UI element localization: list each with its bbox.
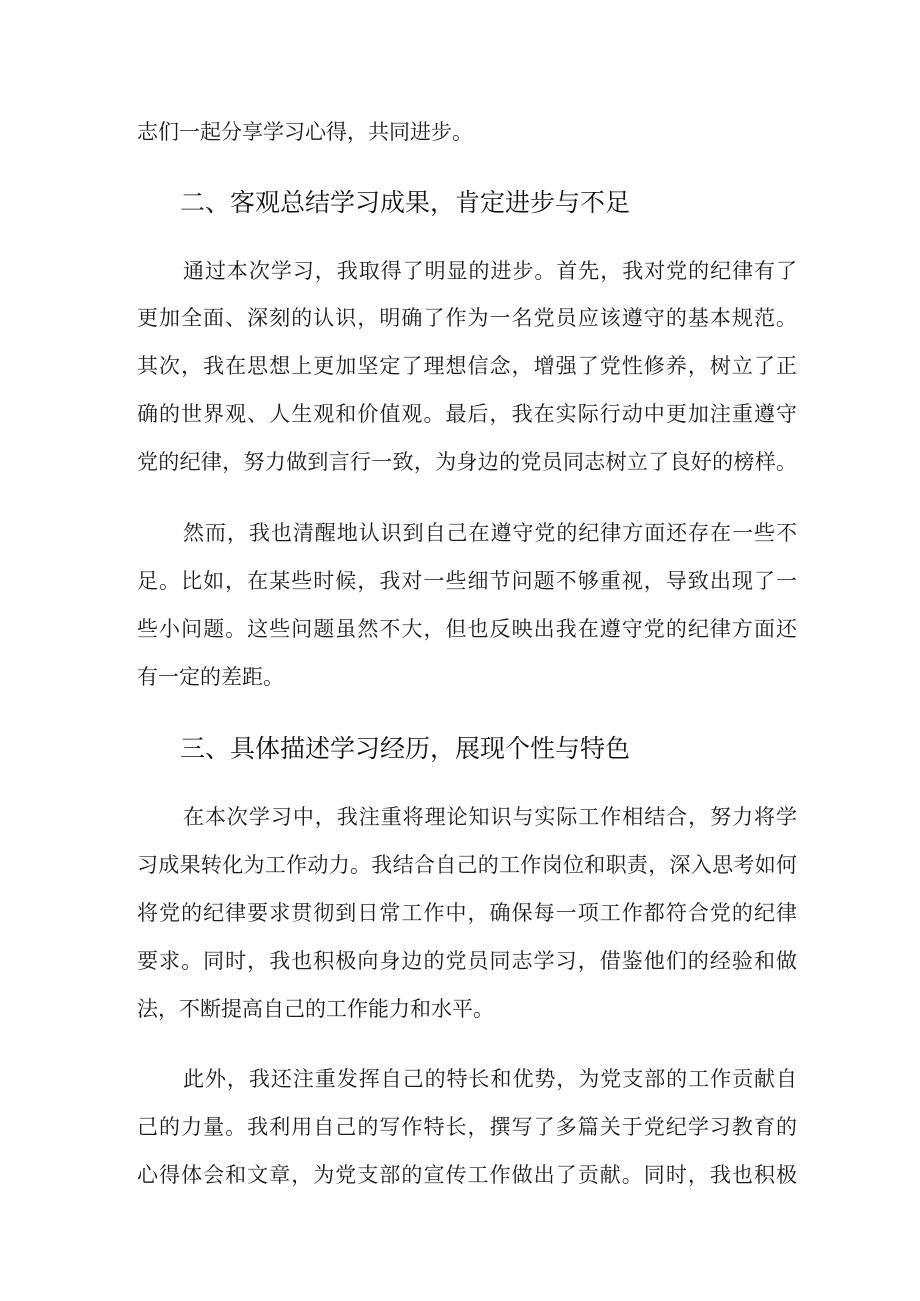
section-heading-3: 三、具体描述学习经历，展现个性与特色 [180, 734, 631, 763]
paragraph-line: 然而，我也清醒地认识到自己在遵守党的纪律方面还存在一些不 [183, 521, 797, 545]
paragraph-line: 心得体会和文章，为党支部的宣传工作做出了贡献。同时，我也积极 [137, 1163, 797, 1187]
paragraph-line: 党的纪律，努力做到言行一致，为身边的党员同志树立了良好的榜样。 [137, 450, 797, 474]
paragraph-line: 有一定的差距。 [137, 665, 284, 689]
paragraph-line: 足。比如，在某些时候，我对一些细节问题不够重视，导致出现了一 [137, 569, 797, 593]
paragraph-line: 在本次学习中，我注重将理论知识与实际工作相结合，努力将学 [183, 805, 797, 829]
paragraph-line: 更加全面、深刻的认识，明确了作为一名党员应该遵守的基本规范。 [137, 306, 797, 330]
paragraph-line: 己的力量。我利用自己的写作特长，撰写了多篇关于党纪学习教育的 [137, 1115, 797, 1139]
paragraph-line: 其次，我在思想上更加坚定了理想信念，增强了党性修养，树立了正 [137, 354, 797, 378]
paragraph-line: 法，不断提高自己的工作能力和水平。 [137, 997, 494, 1021]
paragraph-line: 确的世界观、人生观和价值观。最后，我在实际行动中更加注重遵守 [137, 402, 797, 426]
paragraph-line: 些小问题。这些问题虽然不大，但也反映出我在遵守党的纪律方面还 [137, 617, 797, 641]
section-heading-2: 二、客观总结学习成果，肯定进步与不足 [180, 188, 631, 217]
paragraph-line: 此外，我还注重发挥自己的特长和优势，为党支部的工作贡献自 [183, 1067, 797, 1091]
paragraph-line: 志们一起分享学习心得，共同进步。 [137, 120, 473, 144]
paragraph-line: 将党的纪律要求贯彻到日常工作中，确保每一项工作都符合党的纪律 [137, 901, 797, 925]
paragraph-line: 通过本次学习，我取得了明显的进步。首先，我对党的纪律有了 [183, 259, 797, 283]
paragraph-line: 要求。同时，我也积极向身边的党员同志学习，借鉴他们的经验和做 [137, 949, 797, 973]
paragraph-line: 习成果转化为工作动力。我结合自己的工作岗位和职责，深入思考如何 [137, 853, 797, 877]
